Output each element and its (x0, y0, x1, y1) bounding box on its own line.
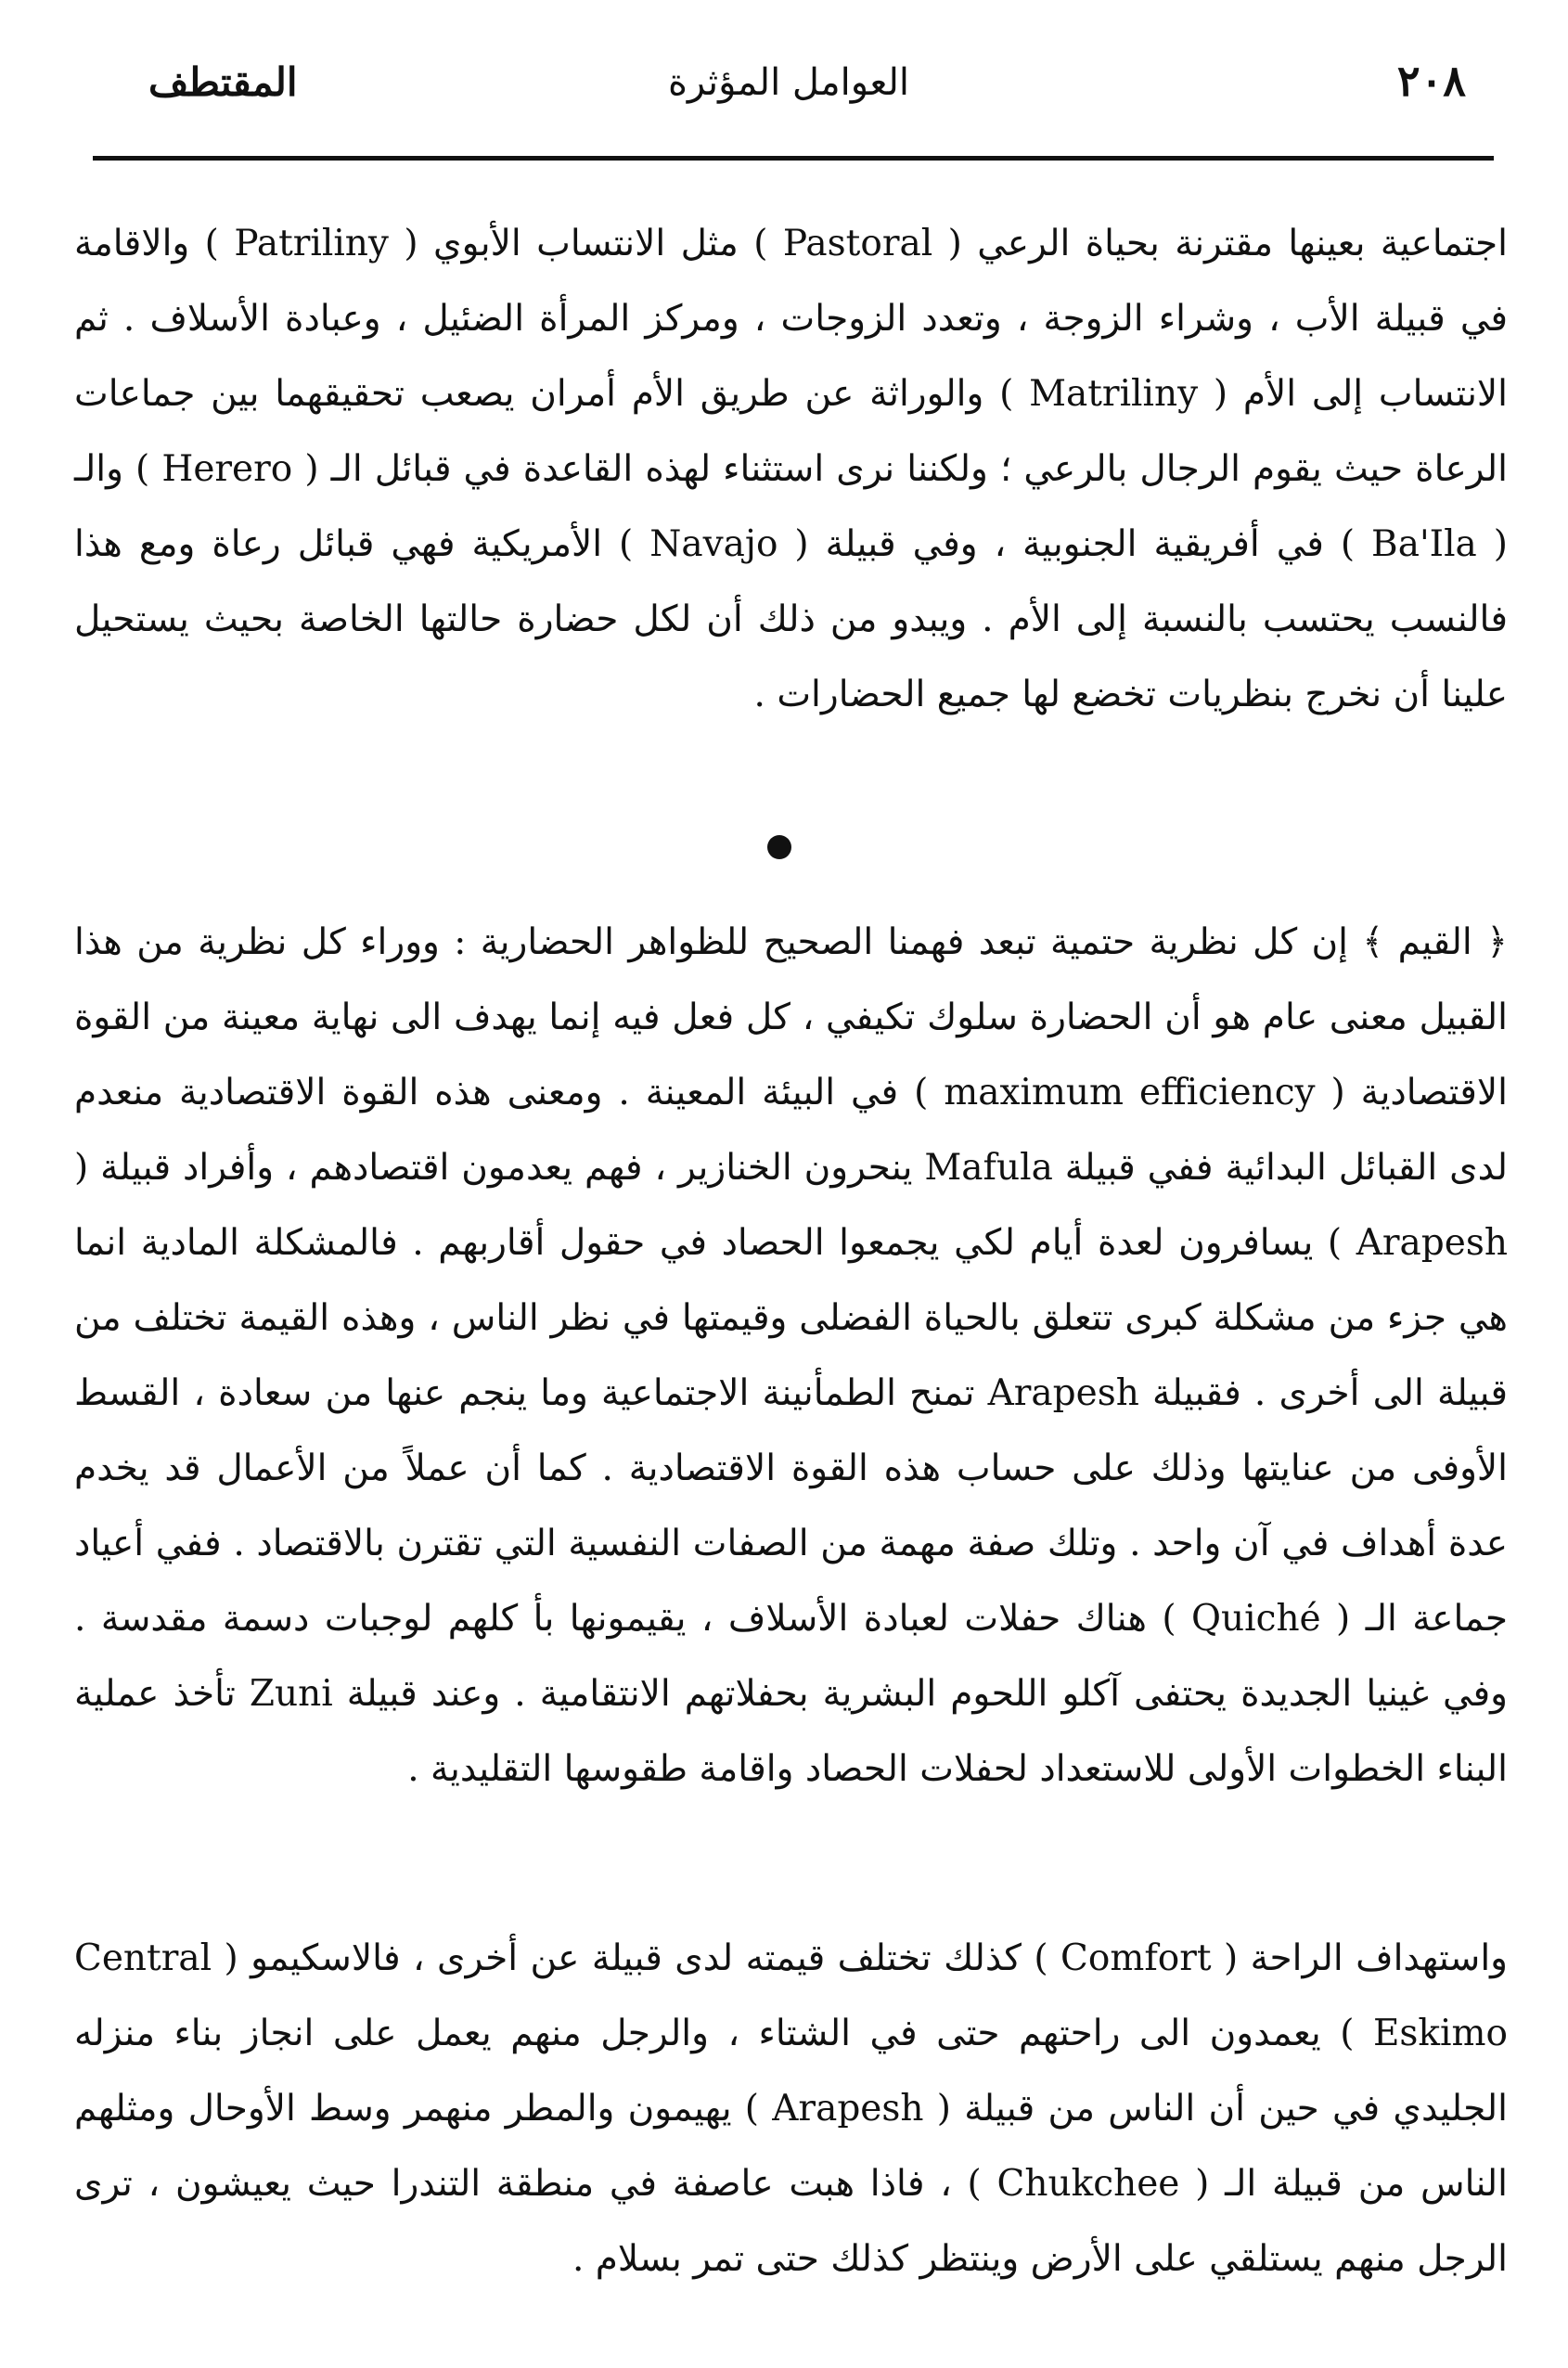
running-title: العوامل المؤثرة (667, 61, 910, 104)
section-separator-dot (767, 835, 791, 859)
page-number: ٢٠٨ (1396, 56, 1466, 106)
journal-name: المقتطف (148, 59, 298, 105)
paragraph-1 (74, 206, 1508, 732)
paragraph-text: واستهداف الراحة ( Comfort ) كذلك تختلف قيمته لدى قبيلة عن أخرى ، فالاسكيمو ( Central Eskimo ) يعمدون الى راحتهم حتى في الشتاء ، والرجل منهم يعمل على انجاز بناء منزله الجليدي في حين أن الناس من قبيلة ( Arapesh ) يهيمون والمطر منهمر وسط الأوحال ومثلهم الناس من قبيلة الـ ( Chukchee ) ، فاذا هبت عاصفة في منطقة التندرا حيث يعيشون ، ترى الرجل منهم يستلقي على الأرض وينتظر كذلك حتى تمر بسلام . (74, 1937, 1509, 2280)
paragraph-text: اجتماعية بعينها مقترنة بحياة الرعي ( Pastoral ) مثل الانتساب الأبوي ( Patriliny ) والاقامة في قبيلة الأب ، وشراء الزوجة ، وتعدد الزوجات ، ومركز المرأة الضئيل ، وعبادة الأسلاف . ثم الانتساب إلى الأم ( Matriliny ) والوراثة عن طريق الأم أمران يصعب تحقيقهما بين جماعات الرعاة حيث يقوم الرجال بالرعي ؛ ولكننا نرى استثناء لهذه القاعدة في قبائل الـ ( Herero ) والـ ( Ba'Ila ) في أفريقية الجنوبية ، وفي قبيلة ( Navajo ) الأمريكية فهي قبائل رعاة ومع هذا فالنسب يحتسب بالنسبة إلى الأم . ويبدو من ذلك أن لكل حضارة حالتها الخاصة بحيث يستحيل علينا أن نخرج بنظريات تخضع لها جميع الحضارات . (74, 223, 1508, 715)
page-header (93, 56, 1484, 139)
paragraph-3 (74, 1921, 1508, 2297)
paragraph-text: ﴿ القيم ﴾ إن كل نظرية حتمية تبعد فهمنا الصحيح للظواهر الحضارية : ووراء كل نظرية من هذا القبيل معنى عام هو أن الحضارة سلوك تكيفي ، كل فعل فيه إنما يهدف الى نهاية معينة من القوة الاقتصادية ( maximum efficiency ) في البيئة المعينة . ومعنى هذه القوة الاقتصادية منعدم لدى القبائل البدائية ففي قبيلة Mafula ينحرون الخنازير ، فهم يعدمون اقتصادهم ، وأفراد قبيلة ( Arapesh ) يسافرون لعدة أيام لكي يجمعوا الحصاد في حقول أقاربهم . فالمشكلة المادية انما هي جزء من مشكلة كبرى تتعلق بالحياة الفضلى وقيمتها في نظر الناس ، وهذه القيمة تختلف من قبيلة الى أخرى . فقبيلة Arapesh تمنح الطمأنينة الاجتماعية وما ينجم عنها من سعادة ، القسط الأوفى من عنايتها وذلك على حساب هذه القوة الاقتصادية . كما أن عملاً من الأعمال قد يخدم عدة أهداف في آن واحد . وتلك صفة مهمة من الصفات النفسية التي تقترن بالاقتصاد . ففي أعياد جماعة الـ ( Quiché ) هناك حفلات لعبادة الأسلاف ، يقيمونها بأ كلهم لوجبات دسمة مقدسة . وفي غينيا الجديدة يحتفى آكلو اللحوم البشرية بحفلاتهم الانتقامية . وعند قبيلة Zuni تأخذ عملية البناء الخطوات الأولى للاستعداد لحفلات الحصاد واقامة طقوسها التقليدية . (74, 921, 1508, 1790)
header-rule (93, 156, 1494, 161)
paragraph-2 (74, 905, 1508, 1807)
